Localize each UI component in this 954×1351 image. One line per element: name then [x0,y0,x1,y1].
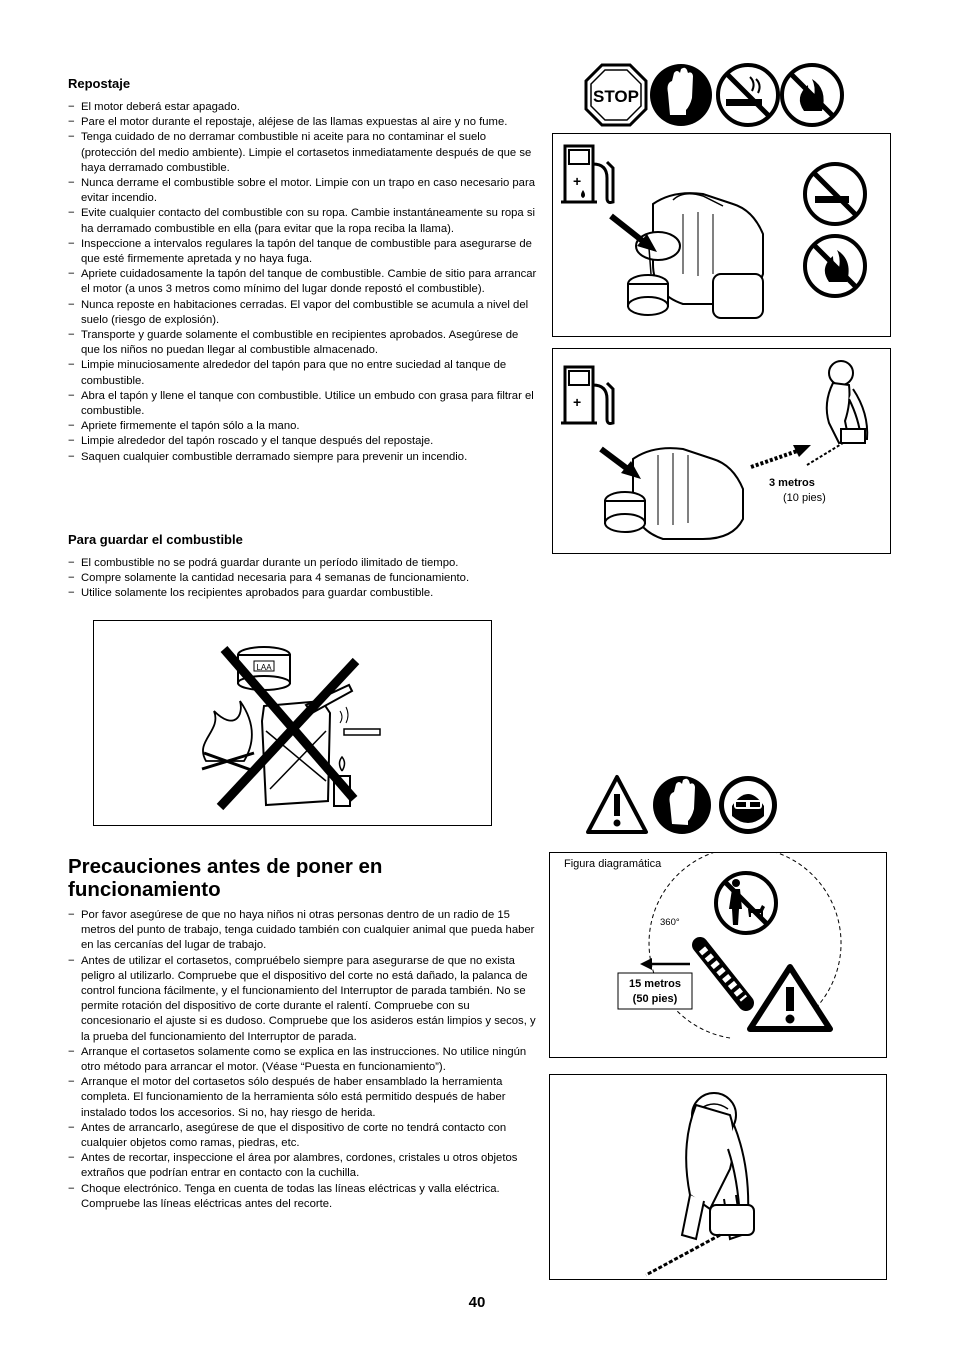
storage-list [68,556,538,602]
precautions-list-item: − Arranque el motor del cortasetos sólo después de haber ensamblado la herramienta completa. El funcionamiento de la herramienta sólo está permitido después de haber instalado todos los accesorios. Si no, hay riesgo de herida. [68,1075,538,1121]
radius-label-line-1: 15 metros [629,978,681,990]
precautions-section [68,855,538,1212]
safety-icons-row-1 [584,63,846,129]
precautions-heading: Precauciones antes de poner en funcionamiento [68,855,383,901]
refueling-engine-figure [552,133,891,337]
fuel-pump-icon [561,146,613,203]
distance-label: 3 metros [769,477,815,489]
svg-text:+: + [573,173,582,189]
operator-cutting-figure [549,1074,887,1280]
stop-sign-icon [586,65,646,125]
refueling-list-item: − Inspeccione a intervalos regulares la tapón del tanque de combustible para asegurarse de que esté firmemente apretada y no haya fuga. [68,237,538,267]
storage-section [68,532,538,602]
refueling-list-item: − Abra el tapón y llene el tanque con combustible. Utilice un embudo con grasa para filtrar el combustible. [68,389,538,419]
refueling-list-item: − Apriete cuidadosamente la tapón del tanque de combustible. Cambie de sitio para arrancar el motor (a unos 3 metros como mínimo del lugar donde repostó el combustible). [68,267,538,297]
refueling-engine-illustration [553,134,890,336]
refueling-list-item: − Limpie alrededor del tapón roscado y el tanque después del repostaje. [68,434,538,449]
distance-sub-label: (10 pies) [783,492,826,504]
storage-list-item: − Compre solamente la cantidad necesaria para 4 semanas de funcionamiento. [68,571,538,586]
refueling-list-item: − Tenga cuidado de no derramar combustible ni aceite para no contaminar el suelo (protección del medio ambiente). Limpie el cortasetos inmediatamente después de que se haya derramado combustible. [68,130,538,176]
refueling-distance-illustration [553,349,890,553]
safety-icons-row-2 [586,774,782,836]
refueling-list-item: − Nunca reposte en habitaciones cerradas. El vapor del combustible se acumula a nivel del suelo (riesgo de explosión). [68,298,538,328]
storage-heading: Para guardar el combustible [68,532,243,547]
refueling-distance-figure [552,348,891,554]
no-smoking-icon [718,65,778,125]
refueling-section [68,76,538,465]
fuel-pump-icon [561,367,613,424]
operator-figure [807,361,867,465]
eye-ear-protection-icon [719,776,777,834]
operator-cutting-illustration [550,1075,886,1279]
refueling-list-item: − Limpie minuciosamente alrededor del tapón para que no entre suciedad al tanque de combustible. [68,358,538,388]
svg-text:STOP: STOP [593,87,639,106]
refueling-list-item: − Transporte y guarde solamente el combustible en recipientes aprobados. Asegúrese de que los niños no puedan llegar al combustible almacenado. [68,328,538,358]
safety-radius-diagram [549,852,887,1058]
refueling-list-item: − Pare el motor durante el repostaje, aléjese de las llamas expuestas al aire y no fume. [68,115,538,130]
fuel-hazard-illustration [94,621,491,825]
diagram-caption: Figura diagramática [564,858,662,870]
precautions-list-item: − Antes de recortar, inspeccione el área por alambres, cordones, cristales u otros objetos extraños que podrían entrar en contacto con la cuchilla. [68,1151,538,1181]
no-bystanders-icon [716,873,776,933]
fuel-hazard-figure [93,620,492,826]
no-smoking-icon-small [805,164,865,224]
refueling-list-item: − El motor deberá estar apagado. [68,100,538,115]
precautions-list-item: − Choque electrónico. Tenga en cuenta de todas las líneas eléctricas y valla eléctrica. Compruebe las líneas eléctricas antes del recorte. [68,1182,538,1212]
refueling-heading: Repostaje [68,76,131,91]
no-open-flame-icon-small [805,236,865,296]
warning-triangle-icon-large [750,967,830,1029]
precautions-list [68,908,538,1212]
gloves-icon-small [653,776,711,834]
can-label: LAA [256,663,272,672]
refueling-list-item: − Apriete firmemente el tapón sólo a la mano. [68,419,538,434]
precautions-list-item: − Arranque el cortasetos solamente como se explica en las instrucciones. No utilice ningún otro método para arrancar el motor. (Véase “Puesta en funcionamiento”). [68,1045,538,1075]
precautions-list-item: − Antes de utilizar el cortasetos, compruébelo siempre para asegurarse de que no exista peligro al utilizarlo. Compruebe que el dispositivo del corte no está dañado, la palanca de control funciona fácilmente, y el funcionamiento del Interruptor de parada también. No se permite rotación del dispositivo de corte durante el ralentí. Compruebe con su concesionario el ajuste si es dudoso. Compruebe que los asideros están limpios y secos, y la prueba del funcionamiento del Interruptor de parada. [68,954,538,1045]
storage-list-item: − Utilice solamente los recipientes aprobados para guardar combustible. [68,586,538,601]
storage-list-item: − El combustible no se podrá guardar durante un período ilimitado de tiempo. [68,556,538,571]
precautions-list-item: − Por favor asegúrese de que no haya niños ni otras personas dentro de un radio de 15 metros del punto de trabajo, tenga cuidado también con cualquier animal que pueda haber en las cercanías del lugar de trabajo. [68,908,538,954]
svg-text:+: + [573,394,582,410]
radius-diagram-illustration [550,853,886,1057]
warning-triangle-icon [588,777,646,832]
angle-label: 360° [660,917,680,928]
gloves-icon [650,64,712,126]
no-open-flame-icon [782,65,842,125]
radius-label-line-2: (50 pies) [632,993,678,1005]
refueling-list-item: − Nunca derrame el combustible sobre el motor. Limpie con un trapo en caso necesario para evitar incendio. [68,176,538,206]
refueling-list-item: − Evite cualquier contacto del combustible con su ropa. Cambie instantáneamente su ropa si ha derramado combustible en ella (para evitar que la ropa reciba la llama). [68,206,538,236]
precautions-list-item: − Antes de arrancarlo, asegúrese de que el dispositivo de corte no tendrá contacto con cualquier objetos como ramas, piedras, etc. [68,1121,538,1151]
page-number: 40 [468,1294,486,1311]
refueling-list-item: − Saquen cualquier combustible derramado siempre para prevenir un incendio. [68,450,538,465]
refueling-list [68,100,538,465]
